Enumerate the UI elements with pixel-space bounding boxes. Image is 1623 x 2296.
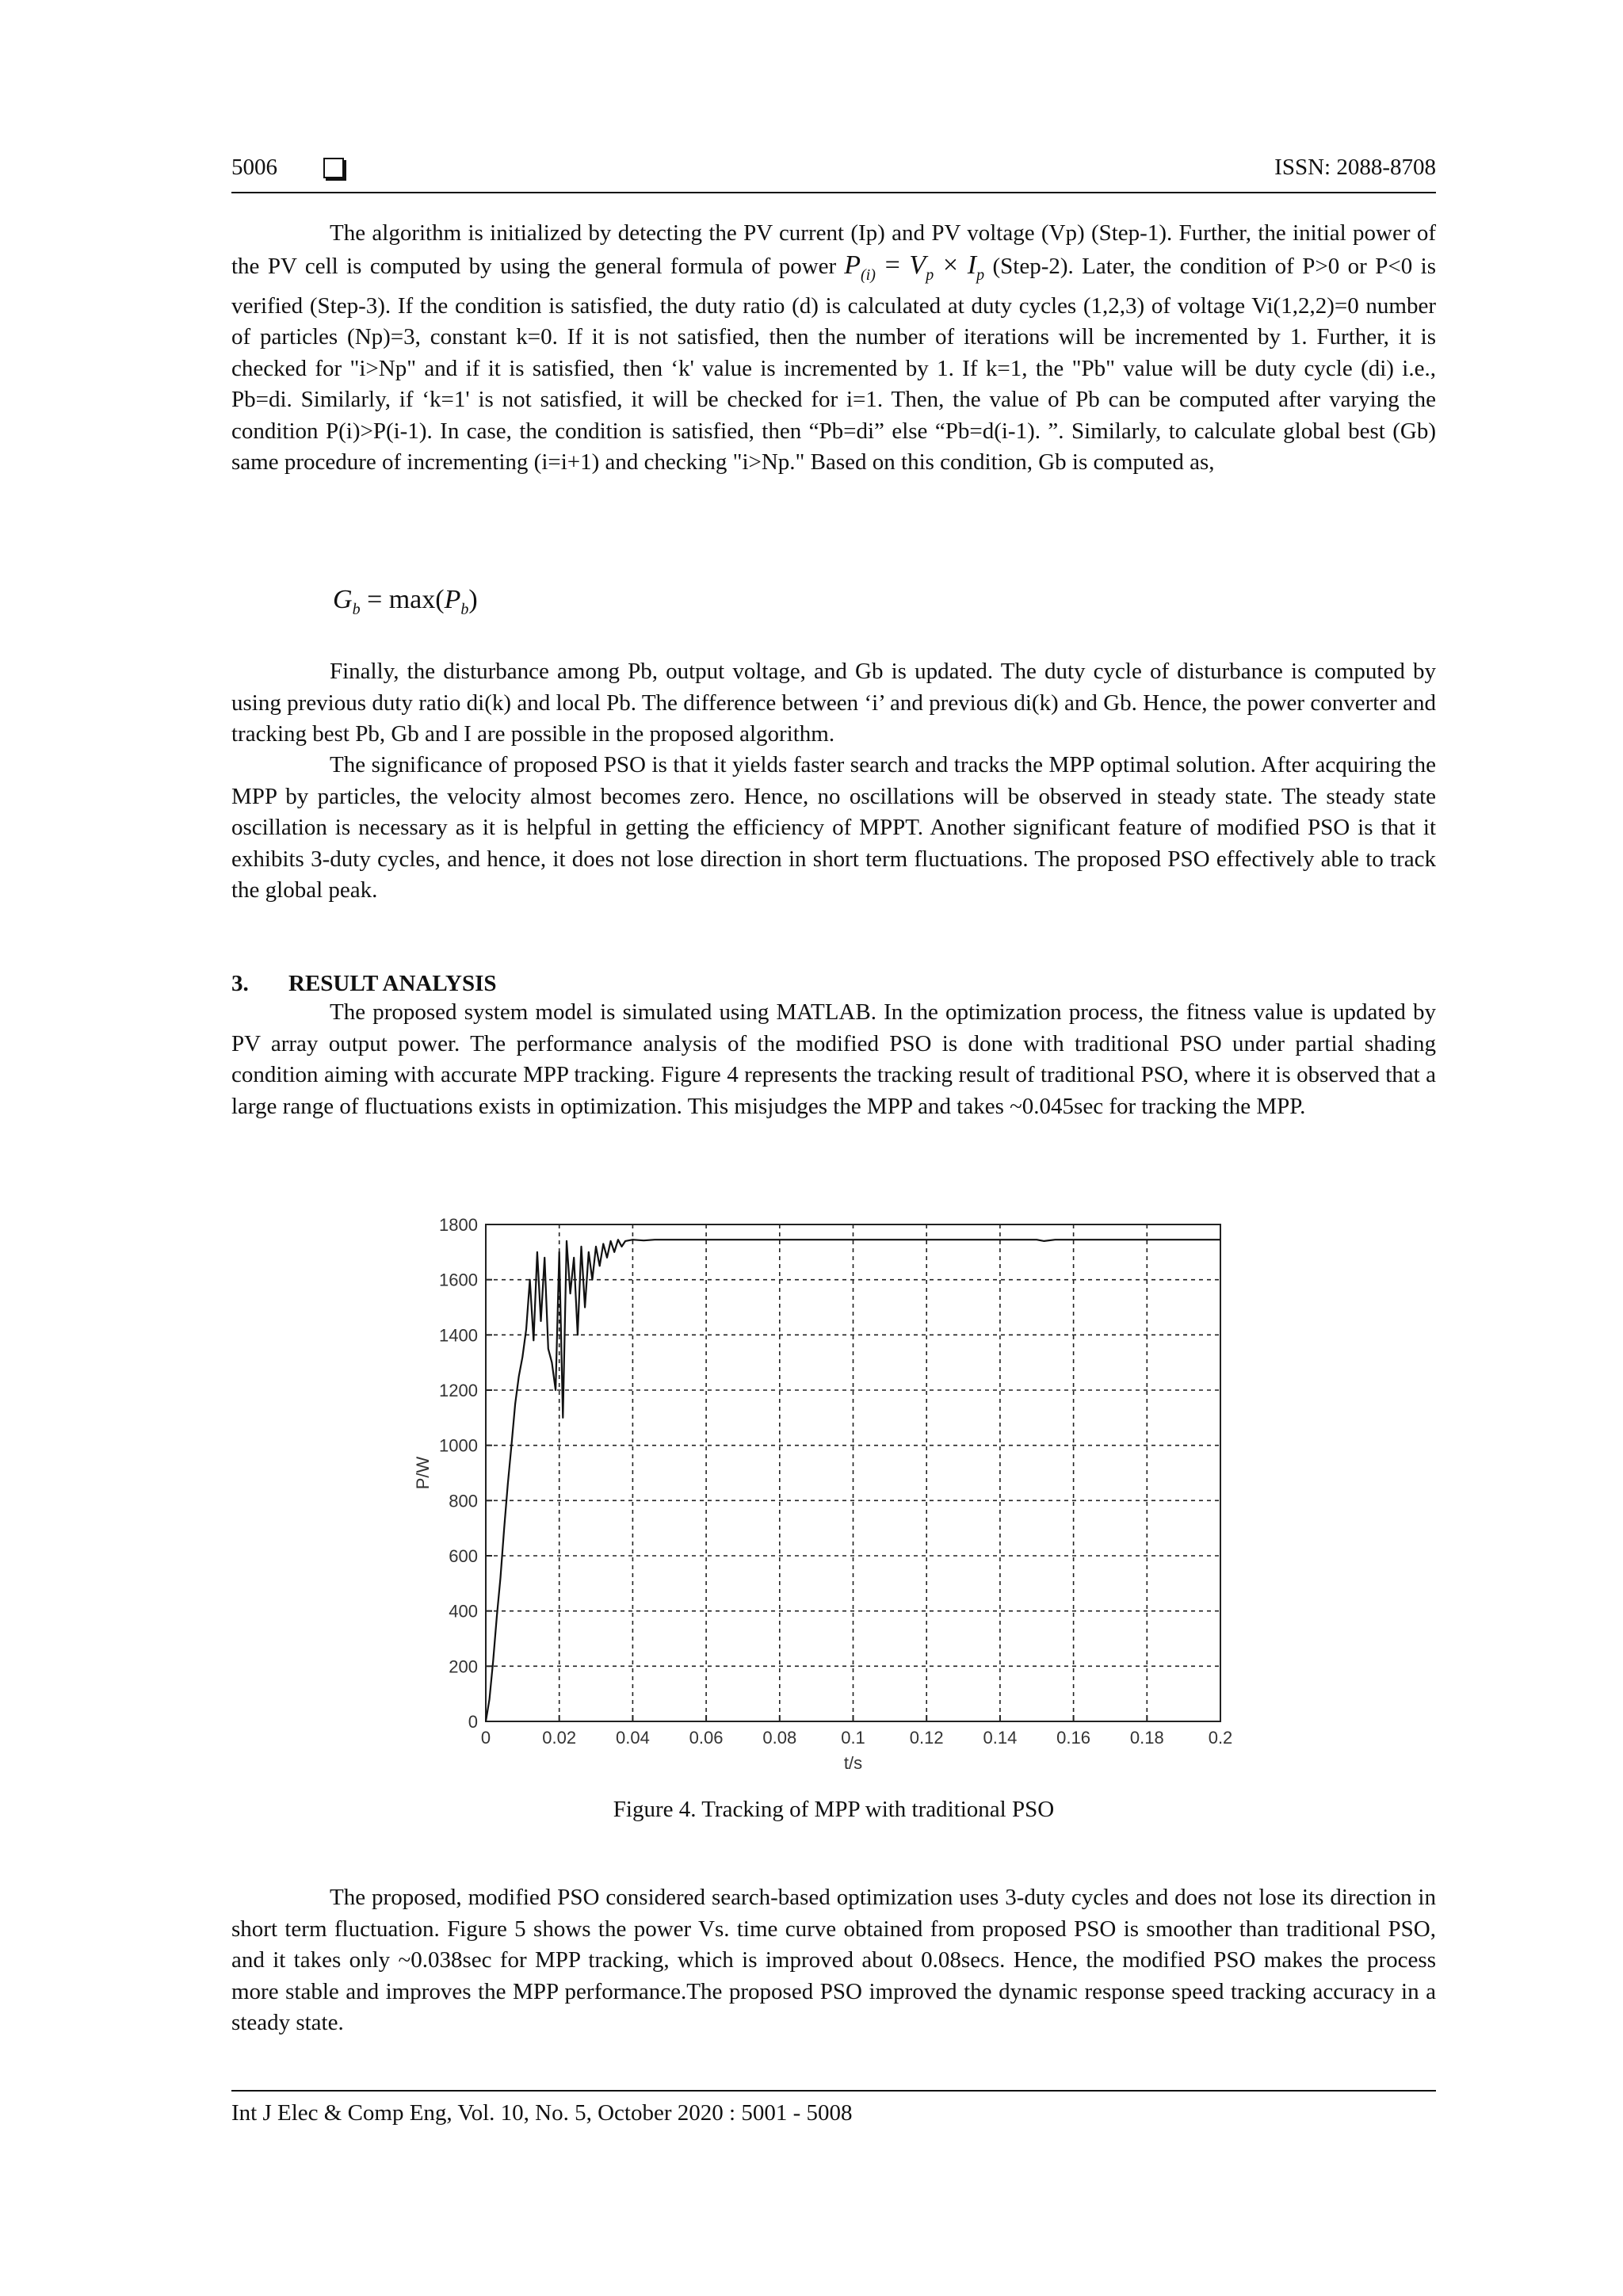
eq-g: G [333, 585, 353, 614]
eq-p: P [844, 250, 861, 280]
eq-v: V [909, 250, 926, 280]
eq-max: = max( [360, 585, 445, 614]
y-tick-label: 1200 [439, 1381, 478, 1400]
x-tick-label: 0.18 [1129, 1728, 1164, 1748]
footer-rule [231, 2090, 1436, 2092]
issn: ISSN: 2088-8708 [1274, 155, 1436, 180]
running-header [231, 155, 1436, 194]
x-axis-label: t/s [843, 1753, 863, 1771]
paragraph-3: The significance of proposed PSO is that it yields faster search and tracks the MPP optimal solution. After acquiring the MPP by particles, the velocity almost becomes zero. Hence, no oscillations will be observed in steady state. The steady state oscillation is necessary as it is helpful in getting the efficiency of MPPT. Another significant feature of modified PSO is that it exhibits 3-duty cycles, and hence, it does not lose direction in short term fluctuations. The proposed PSO effectively able to track the global peak. [231, 752, 1436, 903]
paragraph-2: Finally, the disturbance among Pb, output voltage, and Gb is updated. The duty cycle of disturbance is computed by using previous duty ratio di(k) and local Pb. The difference between ‘i’ and previous di(k) and Gb. Hence, the power converter and tracking best Pb, Gb and I are possible in the proposed algorithm. [231, 659, 1436, 747]
figure-4-chart [404, 1217, 1244, 1771]
paragraph-1-part-b: (Step-2). Later, the condition of P>0 or P<0 is verified (Step-3). If the condition is satisfied, the duty ratio (d) is calculated at duty cycles (1,2,3) of voltage Vi(1,2,2)=0 number of particles (Np)=3, constant k=0. If it is not satisfied, then the number of iterations will be incremented by 1. Further, it is checked for "i>Np" and if it is satisfied, then ‘k' value is incremented by 1. If k=1, the "Pb" value will be duty cycle (di) i.e., Pb=di. Similarly, if ‘k=1' is not satisfied, it will be checked for i=1. Then, the value of Pb can be computed after varying the condition P(i)>P(i-1). In case, the condition is satisfied, then “Pb=di” else “Pb=d(i-1). ”. Similarly, to calculate global best (Gb) same procedure of incrementing (i=i+1) and checking "i>Np." Based on this condition, Gb is computed as, [231, 253, 1436, 476]
y-tick-label: 800 [449, 1491, 478, 1511]
y-tick-label: 1600 [439, 1270, 478, 1290]
y-tick-label: 600 [449, 1546, 478, 1566]
eq-close: ) [468, 585, 478, 614]
checkbox-square-icon [323, 158, 344, 178]
paragraph-1-part-a: The algorithm is initialized by detecting the PV current (Ip) and PV voltage (Vp) (Step-1). Further, the initial power of the PV cell is computed by using the general formula of power [231, 220, 1436, 279]
x-tick-label: 0.2 [1208, 1728, 1233, 1748]
eq-i: I [967, 250, 977, 280]
header-rule [231, 192, 1436, 193]
section-heading [231, 971, 497, 997]
section-number: 3. [231, 971, 249, 996]
eq-times: × [934, 250, 968, 280]
eq-i-sub: p [976, 266, 985, 284]
x-tick-label: 0.12 [909, 1728, 944, 1748]
x-tick-label: 0.14 [983, 1728, 1018, 1748]
y-tick-label: 400 [449, 1601, 478, 1622]
gb-equation [333, 585, 478, 619]
running-footer: Int J Elec & Comp Eng, Vol. 10, No. 5, October 2020 : 5001 - 5008 [231, 2100, 853, 2126]
section-title: RESULT ANALYSIS [288, 971, 497, 996]
y-axis-label: P/W [413, 1456, 433, 1490]
y-tick-label: 0 [468, 1712, 478, 1732]
eq-equals: = [875, 250, 910, 280]
paragraph-5: The proposed, modified PSO considered search-based optimization uses 3-duty cycles and does not lose its direction in short term fluctuation. Figure 5 shows the power Vs. time curve obtained from proposed PSO is smoother than traditional PSO, and it takes only ~0.038sec for MPP tracking, which is improved about 0.08secs. Hence, the modified PSO makes the process more stable and improves the MPP performance.The proposed PSO improved the dynamic response speed tracking accuracy in a steady state. [231, 1885, 1436, 2035]
y-tick-label: 200 [449, 1656, 478, 1677]
x-tick-label: 0.06 [689, 1728, 724, 1748]
eq-p-sub: (i) [861, 266, 876, 284]
x-tick-label: 0.04 [615, 1728, 650, 1748]
eq-g-sub: b [352, 600, 361, 618]
chart-svg [404, 1217, 1244, 1771]
paragraph-4: The proposed system model is simulated using MATLAB. In the optimization process, the fitness value is updated by PV array output power. The performance analysis of the modified PSO is done with traditional PSO under partial shading condition aiming with accurate MPP tracking. Figure 4 represents the tracking result of traditional PSO, where it is observed that a large range of fluctuations exists in optimization. This misjudges the MPP and takes ~0.045sec for tracking the MPP. [231, 999, 1436, 1119]
x-tick-label: 0 [480, 1728, 491, 1748]
y-tick-label: 1000 [439, 1435, 478, 1456]
x-tick-label: 0.08 [762, 1728, 797, 1748]
eq-pb: P [444, 585, 461, 614]
y-tick-label: 1400 [439, 1325, 478, 1346]
paragraph-1 [231, 218, 1436, 479]
y-tick-label: 1800 [439, 1217, 478, 1235]
page-number: 5006 [231, 155, 277, 180]
eq-pb-sub: b [460, 600, 469, 618]
x-tick-label: 0.16 [1056, 1728, 1091, 1748]
figure-caption: Figure 4. Tracking of MPP with traditional PSO [613, 1797, 1055, 1822]
x-tick-label: 0.1 [841, 1728, 865, 1748]
power-equation-inline [844, 250, 985, 284]
eq-v-sub: p [926, 266, 934, 284]
x-tick-label: 0.02 [542, 1728, 577, 1748]
